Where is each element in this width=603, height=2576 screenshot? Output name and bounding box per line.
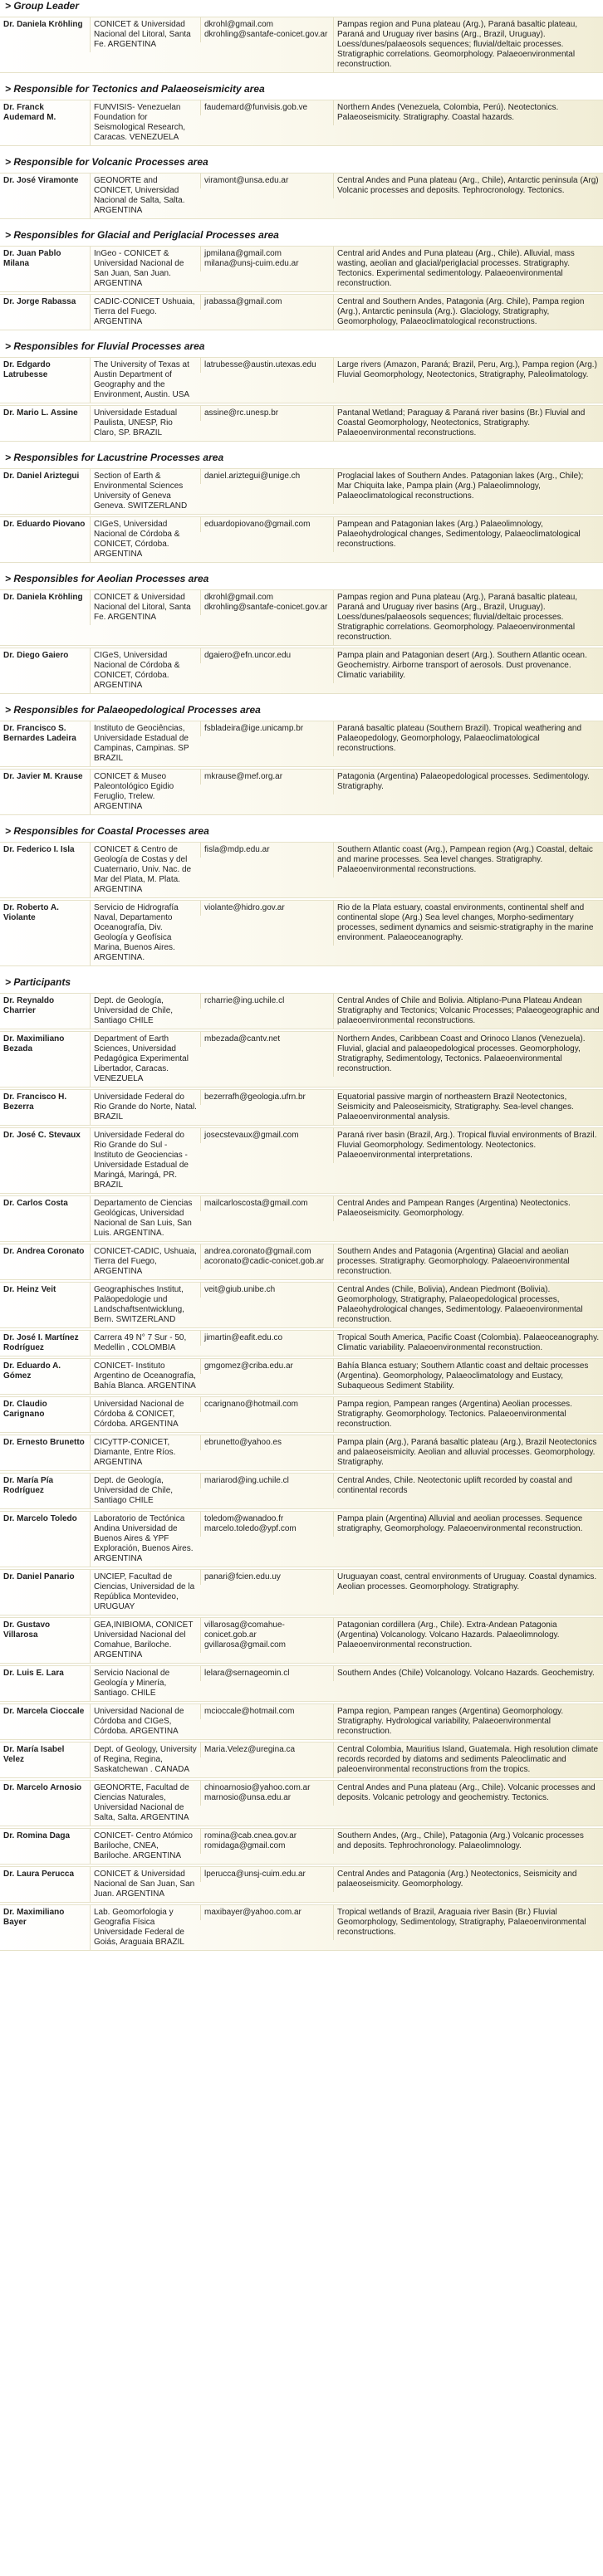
member-institution: CONICET- Instituto Argentino de Oceanografía, Bahía Blanca. ARGENTINA: [90, 1359, 200, 1394]
section: [0, 443, 603, 563]
member-row: [0, 173, 603, 219]
member-name: Dr. Franck Audemard M.: [3, 103, 56, 122]
member-row: [0, 1665, 603, 1702]
member-institution: Departamento de Ciencias Geológicas, Universidad Nacional de San Luis, San Luis. ARGENTINA.: [90, 1196, 200, 1241]
member-email[interactable]: mailcarloscosta@gmail.com: [200, 1196, 333, 1211]
member-row: [0, 1195, 603, 1242]
member-row: [0, 1703, 603, 1740]
member-research-area: Central Andes and Patagonia (Arg.) Neotectonics, Seismicity and palaeoseismicity. Geomorphology.: [333, 1867, 603, 1892]
member-row: [0, 1617, 603, 1664]
member-name: Dr. Daniel Ariztegui: [3, 472, 80, 481]
member-email[interactable]: chinoarnosio@yahoo.com.ar marnosio@unsa.edu.ar: [200, 1781, 333, 1806]
member-row: [0, 1031, 603, 1088]
section: [0, 332, 603, 442]
member-name: Dr. Ernesto Brunetto: [3, 1438, 85, 1447]
member-institution: CIGeS, Universidad Nacional de Córdoba & CONICET, Córdoba. ARGENTINA: [90, 517, 200, 562]
member-name: Dr. Daniela Kröhling: [3, 20, 83, 29]
section-title: > Responsibles for Coastal Processes area: [5, 825, 209, 837]
member-research-area: Pampa plain (Arg.), Paraná basaltic plateau (Arg.), Brazil Neotectonics and palaeoseismicity. Aeolian and alluvial processes. Geomorphology. Stratigraphy.: [333, 1435, 603, 1470]
member-row: [0, 842, 603, 898]
member-name: Dr. Diego Gaiero: [3, 651, 69, 660]
member-email[interactable]: romina@cab.cnea.gov.ar romidaga@gmail.com: [200, 1829, 333, 1854]
member-institution: Universidade Federal do Rio Grande do Norte, Natal. BRAZIL: [90, 1090, 200, 1125]
member-research-area: Pampean and Patagonian lakes (Arg.) Palaeolimnology, Palaeohydrological changes, Sedimentology, Palaeoclimatological reconstructions.: [333, 517, 603, 552]
member-email[interactable]: villarosag@comahue-conicet.gob.ar gvillarosa@gmail.com: [200, 1618, 333, 1653]
member-institution: Servicio Nacional de Geología y Minería, Santiago. CHILE: [90, 1666, 200, 1701]
member-research-area: Central Andes and Pampean Ranges (Argentina) Neotectonics. Palaeoseismicity. Geomorphology.: [333, 1196, 603, 1221]
member-email[interactable]: lelara@sernageomin.cl: [200, 1666, 333, 1681]
member-research-area: Large rivers (Amazon, Paraná; Brazil, Peru, Arg.), Pampa region (Arg.) Fluvial Geomorphology, Neotectonics, Stratigraphy, Paleolimatology.: [333, 358, 603, 383]
member-research-area: Southern Andes (Chile) Volcanology. Volcano Hazards. Geochemistry.: [333, 1666, 603, 1681]
member-institution: Universidad Nacional de Córdoba and CIGeS, Córdoba. ARGENTINA: [90, 1704, 200, 1739]
member-research-area: Pampa region, Pampean ranges (Argentina) Aeolian processes. Stratigraphy. Geomorphology. Tectonics. Palaeoenvironmental reconstruction.: [333, 1397, 603, 1432]
member-name: Dr. Javier M. Krause: [3, 772, 83, 781]
member-institution: The University of Texas at Austin Department of Geography and the Environment, Austin. USA: [90, 358, 200, 403]
member-email[interactable]: josecstevaux@gmail.com: [200, 1128, 333, 1143]
member-research-area: Bahía Blanca estuary; Southern Atlantic coast and deltaic processes (Argentina). Geomorphology, Palaeoclimatology and Eustacy, Subaqueous Sediment Stability.: [333, 1359, 603, 1394]
section: [0, 0, 603, 73]
member-research-area: Central Andes, Chile. Neotectonic uplift recorded by coastal and continental records: [333, 1474, 603, 1498]
member-name: Dr. Eduardo A. Gómez: [3, 1361, 61, 1381]
section: [0, 817, 603, 966]
member-institution: UNCIEP, Facultad de Ciencias, Universidad de la República Montevideo, URUGUAY: [90, 1570, 200, 1615]
member-institution: CONICET & Museo Paleontológico Egidio Feruglio, Trelew. ARGENTINA: [90, 770, 200, 814]
member-research-area: Central and Southern Andes, Patagonia (Arg. Chile), Pampa region (Arg.), Antarctic peninsula (Arg.). Glaciology, Stratigraphy, Geomorphology, Palaeoclimatological reconstructions.: [333, 295, 603, 330]
member-name: Dr. Maximiliano Bezada: [3, 1034, 65, 1053]
member-research-area: Pampas region and Puna plateau (Arg.), Paraná basaltic plateau, Paraná and Uruguay river basins (Arg., Brazil, Uruguay). Loess/dunes/palaeosols sequences; fluvial/deltaic processes. Stratigraphic correlations. Geomorphology. Palaeoenvironmental reconstruction.: [333, 17, 603, 72]
section: [0, 565, 603, 694]
member-institution: CONICET- Centro Atómico Bariloche, CNEA, Bariloche. ARGENTINA: [90, 1829, 200, 1864]
member-research-area: Pampa region, Pampean ranges (Argentina) Geomorphology. Stratigraphy. Hydrological variability, Palaeoenvironmental reconstruction.: [333, 1704, 603, 1739]
member-name: Dr. Daniela Kröhling: [3, 593, 83, 602]
member-institution: Lab. Geomorfologia y Geografia Física Universidade Federal de Goiás, Araguaia BRAZIL: [90, 1905, 200, 1950]
member-research-area: Southern Atlantic coast (Arg.), Pampean region (Arg.) Coastal, deltaic and marine processes. Sea level changes. Stratigraphy. Palaeoenvironmental reconstructions.: [333, 843, 603, 877]
member-row: [0, 1127, 603, 1194]
member-research-area: Uruguayan coast, central environments of Uruguay. Coastal dynamics. Aeolian processes. Geomorphology. Stratigraphy.: [333, 1570, 603, 1595]
member-email[interactable]: violante@hidro.gov.ar: [200, 901, 333, 916]
member-research-area: Equatorial passive margin of northeastern Brazil Neotectonics, Seismicity and Paleoseismicity, Stratigraphy. Sea-level changes. Palaeoenvironmental analysis.: [333, 1090, 603, 1125]
member-research-area: Southern Andes and Patagonia (Argentina) Glacial and aeolian processes. Stratigraphy. Geomorphology. Palaeoenvironmental reconstruction.: [333, 1244, 603, 1279]
member-institution: CONICET & Universidad Nacional de San Juan, San Juan. ARGENTINA: [90, 1867, 200, 1902]
member-email[interactable]: rcharrie@ing.uchile.cl: [200, 994, 333, 1009]
member-name: Dr. Carlos Costa: [3, 1199, 68, 1208]
member-research-area: Central Andes of Chile and Bolivia. Altiplano-Puna Plateau Andean Stratigraphy and Tectonics; Volcanic Processes; Palaeogeographic and palaeoenvironmental reconstructions.: [333, 994, 603, 1029]
member-institution: CADIC-CONICET Ushuaia, Tierra del Fuego. ARGENTINA: [90, 295, 200, 330]
member-name: Dr. Eduardo Piovano: [3, 520, 86, 529]
section: [0, 696, 603, 815]
member-email[interactable]: faudemard@funvisis.gob.ve: [200, 100, 333, 115]
member-row: [0, 1244, 603, 1280]
section: [0, 75, 603, 146]
member-research-area: Southern Andes, (Arg., Chile), Patagonia (Arg.) Volcanic processes and deposits. Tephrochronology. Palaeolimnology.: [333, 1829, 603, 1854]
member-name: Dr. Andrea Coronato: [3, 1247, 85, 1256]
member-institution: Instituto de Geociências, Universidade Estadual de Campinas, Campinas. SP BRAZIL: [90, 721, 200, 766]
member-institution: GEONORTE, Facultad de Ciencias Naturales, Universidad Nacional de Salta, Salta. ARGENTINA: [90, 1781, 200, 1826]
member-name: Dr. Juan Pablo Milana: [3, 249, 61, 268]
section: [0, 221, 603, 330]
member-email[interactable]: mariarod@ing.uchile.cl: [200, 1474, 333, 1488]
member-row: [0, 993, 603, 1029]
member-email[interactable]: ebrunetto@yahoo.es: [200, 1435, 333, 1450]
member-name: Dr. Marcelo Arnosio: [3, 1783, 82, 1792]
member-row: [0, 516, 603, 563]
member-institution: Universidade Federal do Rio Grande do Sul - Instituto de Geociencias - Universidade Estadual de Maringá, Maringá, PR. BRAZIL: [90, 1128, 200, 1193]
member-row: [0, 1828, 603, 1865]
member-research-area: Rio de la Plata estuary, coastal environments, continental shelf and continental slope (Arg.) Sea level changes, Morpho-sedimentary processes, sediment dynamics and seismic-stratigraphy in the marine environment. Palaeoceanography.: [333, 901, 603, 946]
member-research-area: Central Andes and Puna plateau (Arg., Chile), Antarctic peninsula (Arg) Volcanic processes and deposits. Tephrocronology. Tectonics.: [333, 174, 603, 198]
member-row: [0, 100, 603, 146]
member-research-area: Central Andes (Chile, Bolivia), Andean Piedmont (Bolivia). Geomorphology, Stratigraphy, Palaeopedological processes, Palaeohydrological changes, Sedimentology. Palaeoenvironmental reconstruction.: [333, 1283, 603, 1327]
member-institution: CIGeS, Universidad Nacional de Córdoba & CONICET, Córdoba. ARGENTINA: [90, 648, 200, 693]
member-research-area: Central Andes and Puna plateau (Arg., Chile). Volcanic processes and deposits. Volcanic petrology and geochemistry. Tectonics.: [333, 1781, 603, 1806]
member-institution: Universidade Estadual Paulista, UNESP, Rio Claro, SP. BRAZIL: [90, 406, 200, 441]
member-email[interactable]: andrea.coronato@gmail.com acoronato@cadic-conicet.gob.ar: [200, 1244, 333, 1269]
member-email[interactable]: fisla@mdp.edu.ar: [200, 843, 333, 858]
member-name: Dr. José Viramonte: [3, 176, 79, 185]
member-row: [0, 648, 603, 694]
member-name: Dr. Romina Daga: [3, 1831, 71, 1840]
member-email[interactable]: viramont@unsa.edu.ar: [200, 174, 333, 188]
member-email[interactable]: jpmilana@gmail.com milana@unsj-cuim.edu.ar: [200, 247, 333, 271]
member-row: [0, 468, 603, 515]
member-email[interactable]: jrabassa@gmail.com: [200, 295, 333, 310]
member-name: Dr. Maximiliano Bayer: [3, 1908, 65, 1927]
member-row: [0, 721, 603, 767]
member-research-area: Pantanal Wetland; Paraguay & Paraná river basins (Br.) Fluvial and Coastal Geomorphology, Neotectonics, Stratigraphy. Palaeoenvironmental reconstructions.: [333, 406, 603, 441]
member-row: [0, 1396, 603, 1433]
member-institution: InGeo - CONICET & Universidad Nacional de San Juan, San Juan. ARGENTINA: [90, 247, 200, 291]
member-institution: FUNVISIS- Venezuelan Foundation for Seismological Research, Caracas. VENEZUELA: [90, 100, 200, 145]
member-institution: Carrera 49 N° 7 Sur - 50, Medellin , COLOMBIA: [90, 1331, 200, 1356]
member-name: Dr. María Isabel Velez: [3, 1745, 65, 1764]
member-row: [0, 1780, 603, 1826]
member-institution: Section of Earth & Environmental Sciences University of Geneva Geneva. SWITZERLAND: [90, 469, 200, 514]
member-name: Dr. Reynaldo Charrier: [3, 996, 55, 1015]
member-email[interactable]: gmgomez@criba.edu.ar: [200, 1359, 333, 1374]
member-email[interactable]: lperucca@unsj-cuim.edu.ar: [200, 1867, 333, 1882]
member-row: [0, 900, 603, 966]
section-title: > Responsible for Tectonics and Palaeoseismicity area: [5, 83, 265, 95]
member-institution: CONICET & Centro de Geología de Costas y del Cuaternario, Univ. Nac. de Mar del Plata, M. Plata. ARGENTINA: [90, 843, 200, 897]
member-row: [0, 1358, 603, 1395]
member-name: Dr. Federico I. Isla: [3, 845, 75, 854]
member-row: [0, 1282, 603, 1328]
member-row: [0, 246, 603, 292]
member-institution: CICyTTP-CONICET, Diamante, Entre Ríos. ARGENTINA: [90, 1435, 200, 1470]
member-email[interactable]: dgaiero@efn.uncor.edu: [200, 648, 333, 663]
member-row: [0, 1473, 603, 1509]
member-research-area: Paraná basaltic plateau (Southern Brazil). Tropical weathering and Palaeopedology, Geomorphology, Palaeoclimatological reconstructions.: [333, 721, 603, 756]
member-row: [0, 1866, 603, 1903]
member-name: Dr. Roberto A. Violante: [3, 903, 59, 922]
member-name: Dr. Francisco H. Bezerra: [3, 1092, 67, 1112]
member-name: Dr. José C. Stevaux: [3, 1131, 81, 1140]
member-row: [0, 357, 603, 403]
member-email[interactable]: ccarignano@hotmail.com: [200, 1397, 333, 1412]
member-research-area: Proglacial lakes of Southern Andes. Patagonian lakes (Arg., Chile); Mar Chiquita lake, Pampa plain (Arg.) Palaeolimnology, Palaeoclimatological reconstructions.: [333, 469, 603, 504]
member-name: Dr. Gustavo Villarosa: [3, 1620, 51, 1640]
member-row: [0, 769, 603, 815]
member-email[interactable]: eduardopiovano@gmail.com: [200, 517, 333, 532]
section: [0, 968, 603, 1951]
member-email[interactable]: dkrohl@gmail.com dkrohling@santafe-conicet.gov.ar: [200, 590, 333, 615]
member-name: Dr. Luis E. Lara: [3, 1669, 64, 1678]
member-email[interactable]: dkrohl@gmail.com dkrohling@santafe-conicet.gov.ar: [200, 17, 333, 42]
member-name: Dr. Marcelo Toledo: [3, 1514, 77, 1523]
member-name: Dr. Francisco S. Bernardes Ladeira: [3, 724, 76, 743]
member-institution: GEONORTE and CONICET, Universidad Nacional de Salta, Salta. ARGENTINA: [90, 174, 200, 218]
member-name: Dr. Daniel Panario: [3, 1572, 75, 1581]
member-research-area: Central arid Andes and Puna plateau (Arg., Chile). Alluvial, mass wasting, aeolian and glacial/periglacial processes. Stratigraphy. Tectonics. Experimental sedimentology. Palaeoenvironmental reconstruction.: [333, 247, 603, 291]
member-institution: CONICET-CADIC, Ushuaia, Tierra del Fuego, ARGENTINA: [90, 1244, 200, 1279]
member-email[interactable]: bezerrafh@geologia.ufrn.br: [200, 1090, 333, 1105]
section-title: > Participants: [5, 976, 71, 988]
member-institution: Geographisches Institut, Paläopedologie und Landschaftsentwicklung, Bern. SWITZERLAND: [90, 1283, 200, 1327]
member-row: [0, 589, 603, 646]
member-email[interactable]: panari@fcien.edu.uy: [200, 1570, 333, 1585]
member-research-area: Northern Andes (Venezuela, Colombia, Perú). Neotectonics. Palaeoseismicity. Stratigraphy. Coastal hazards.: [333, 100, 603, 125]
section-title: > Responsibles for Glacial and Periglacial Processes area: [5, 229, 279, 241]
member-institution: Dept. of Geology, University of Regina, Regina, Saskatchewan . CANADA: [90, 1743, 200, 1777]
member-email[interactable]: mkrause@mef.org.ar: [200, 770, 333, 785]
member-research-area: Patagonian cordillera (Arg., Chile). Extra-Andean Patagonia (Argentina) Volcanology. Volcano Hazards. Palaeolimnology. Palaeoenvironmental reconstruction.: [333, 1618, 603, 1653]
member-institution: Dept. de Geología, Universidad de Chile, Santiago CHILE: [90, 994, 200, 1029]
member-row: [0, 1742, 603, 1778]
member-research-area: Pampa plain and Patagonian desert (Arg.). Southern Atlantic ocean. Geochemistry. Airborne transport of aerosols. Dust provenance. Climatic variability.: [333, 648, 603, 683]
member-row: [0, 1089, 603, 1126]
member-institution: Servicio de Hidrografía Naval, Departamento Oceanografía, Div. Geología y Geofísica Marina, Buenos Aires. ARGENTINA.: [90, 901, 200, 965]
section-title: > Responsible for Volcanic Processes area: [5, 156, 208, 168]
member-research-area: Northern Andes, Caribbean Coast and Orinoco Llanos (Venezuela). Fluvial, glacial and palaeopedological processes. Geomorphology, Stratigraphy, Sedimentology, Tectonics. Palaeoenvironmental reconstruction.: [333, 1032, 603, 1077]
section-title: > Responsibles for Aeolian Processes area: [5, 573, 209, 584]
member-name: Dr. José I. Martínez Rodríguez: [3, 1333, 79, 1352]
member-email[interactable]: mcioccale@hotmail.com: [200, 1704, 333, 1719]
section-title: > Group Leader: [5, 0, 80, 12]
member-name: Dr. Claudio Carignano: [3, 1400, 47, 1419]
member-email[interactable]: maxibayer@yahoo.com.ar: [200, 1905, 333, 1920]
member-name: Dr. Edgardo Latrubesse: [3, 360, 51, 379]
member-institution: Dept. de Geología, Universidad de Chile, Santiago CHILE: [90, 1474, 200, 1508]
section-title: > Responsibles for Lacustrine Processes area: [5, 452, 224, 463]
member-research-area: Paraná river basin (Brazil, Arg.). Tropical fluvial environments of Brazil. Fluvial Geomorphology. Sedimentology. Neotectonics. Palaeoenvironmental interpretations.: [333, 1128, 603, 1163]
member-name: Dr. Jorge Rabassa: [3, 297, 76, 306]
member-research-area: Tropical South America, Pacific Coast (Colombia). Palaeoceanography. Climatic variability. Palaeoenvironmental reconstruction.: [333, 1331, 603, 1356]
member-research-area: Tropical wetlands of Brazil, Araguaia river Basin (Br.) Fluvial Geomorphology, Sedimentology, Stratigraphy, Palaeoenvironmental reconstructions.: [333, 1905, 603, 1940]
member-research-area: Patagonia (Argentina) Palaeopedological processes. Sedimentology. Stratigraphy.: [333, 770, 603, 794]
member-row: [0, 1904, 603, 1951]
member-email[interactable]: jimartin@eafit.edu.co: [200, 1331, 333, 1346]
member-name: Dr. Marcela Cioccale: [3, 1707, 85, 1716]
member-row: [0, 294, 603, 330]
member-institution: Universidad Nacional de Córdoba & CONICET, Córdoba. ARGENTINA: [90, 1397, 200, 1432]
member-institution: CONICET & Universidad Nacional del Litoral, Santa Fe. ARGENTINA: [90, 17, 200, 52]
section: [0, 148, 603, 219]
member-email[interactable]: mbezada@cantv.net: [200, 1032, 333, 1047]
member-institution: Department of Earth Sciences, Universidad Pedagógica Experimental Libertador, Caracas. VENEZUELA: [90, 1032, 200, 1087]
member-research-area: Pampa plain (Argentina) Alluvial and aeolian processes. Sequence stratigraphy, Geomorphology. Palaeoenvironmental reconstruction.: [333, 1512, 603, 1537]
section-title: > Responsibles for Palaeopedological Processes area: [5, 704, 261, 716]
member-research-area: Pampas region and Puna plateau (Arg.), Paraná basaltic plateau, Paraná and Uruguay river basins (Arg., Brazil, Uruguay). Loess/dunes/palaeosols sequences; fluvial/deltaic processes. Stratigraphic correlations. Geomorphology. Palaeoenvironmental reconstruction.: [333, 590, 603, 645]
member-research-area: Central Colombia, Mauritius Island, Guatemala. High resolution climate records recorded by diatoms and sediments Paleoclimatic and paleoenvironmental reconstructions from the tropics.: [333, 1743, 603, 1777]
member-row: [0, 1330, 603, 1356]
member-row: [0, 17, 603, 73]
member-email[interactable]: daniel.ariztegui@unige.ch: [200, 469, 333, 484]
member-email[interactable]: toledom@wanadoo.fr marcelo.toledo@ypf.com: [200, 1512, 333, 1537]
member-name: Dr. Heinz Veit: [3, 1285, 56, 1294]
member-institution: CONICET & Universidad Nacional del Litoral, Santa Fe. ARGENTINA: [90, 590, 200, 625]
member-row: [0, 405, 603, 442]
member-email[interactable]: assine@rc.unesp.br: [200, 406, 333, 421]
member-name: Dr. Laura Perucca: [3, 1870, 75, 1879]
member-institution: GEA,INIBIOMA, CONICET Universidad Nacional del Comahue, Bariloche. ARGENTINA: [90, 1618, 200, 1663]
member-name: Dr. María Pía Rodríguez: [3, 1476, 54, 1495]
member-email[interactable]: fsbladeira@ige.unicamp.br: [200, 721, 333, 736]
member-email[interactable]: veit@giub.unibe.ch: [200, 1283, 333, 1298]
section-title: > Responsibles for Fluvial Processes area: [5, 340, 205, 352]
member-row: [0, 1435, 603, 1471]
member-email[interactable]: Maria.Velez@uregina.ca: [200, 1743, 333, 1757]
member-email[interactable]: latrubesse@austin.utexas.edu: [200, 358, 333, 373]
member-row: [0, 1569, 603, 1615]
member-name: Dr. Mario L. Assine: [3, 408, 78, 418]
member-row: [0, 1511, 603, 1567]
member-institution: Laboratorio de Tectónica Andina Universidad de Buenos Aires & YPF Exploración, Buenos Aires. ARGENTINA: [90, 1512, 200, 1567]
